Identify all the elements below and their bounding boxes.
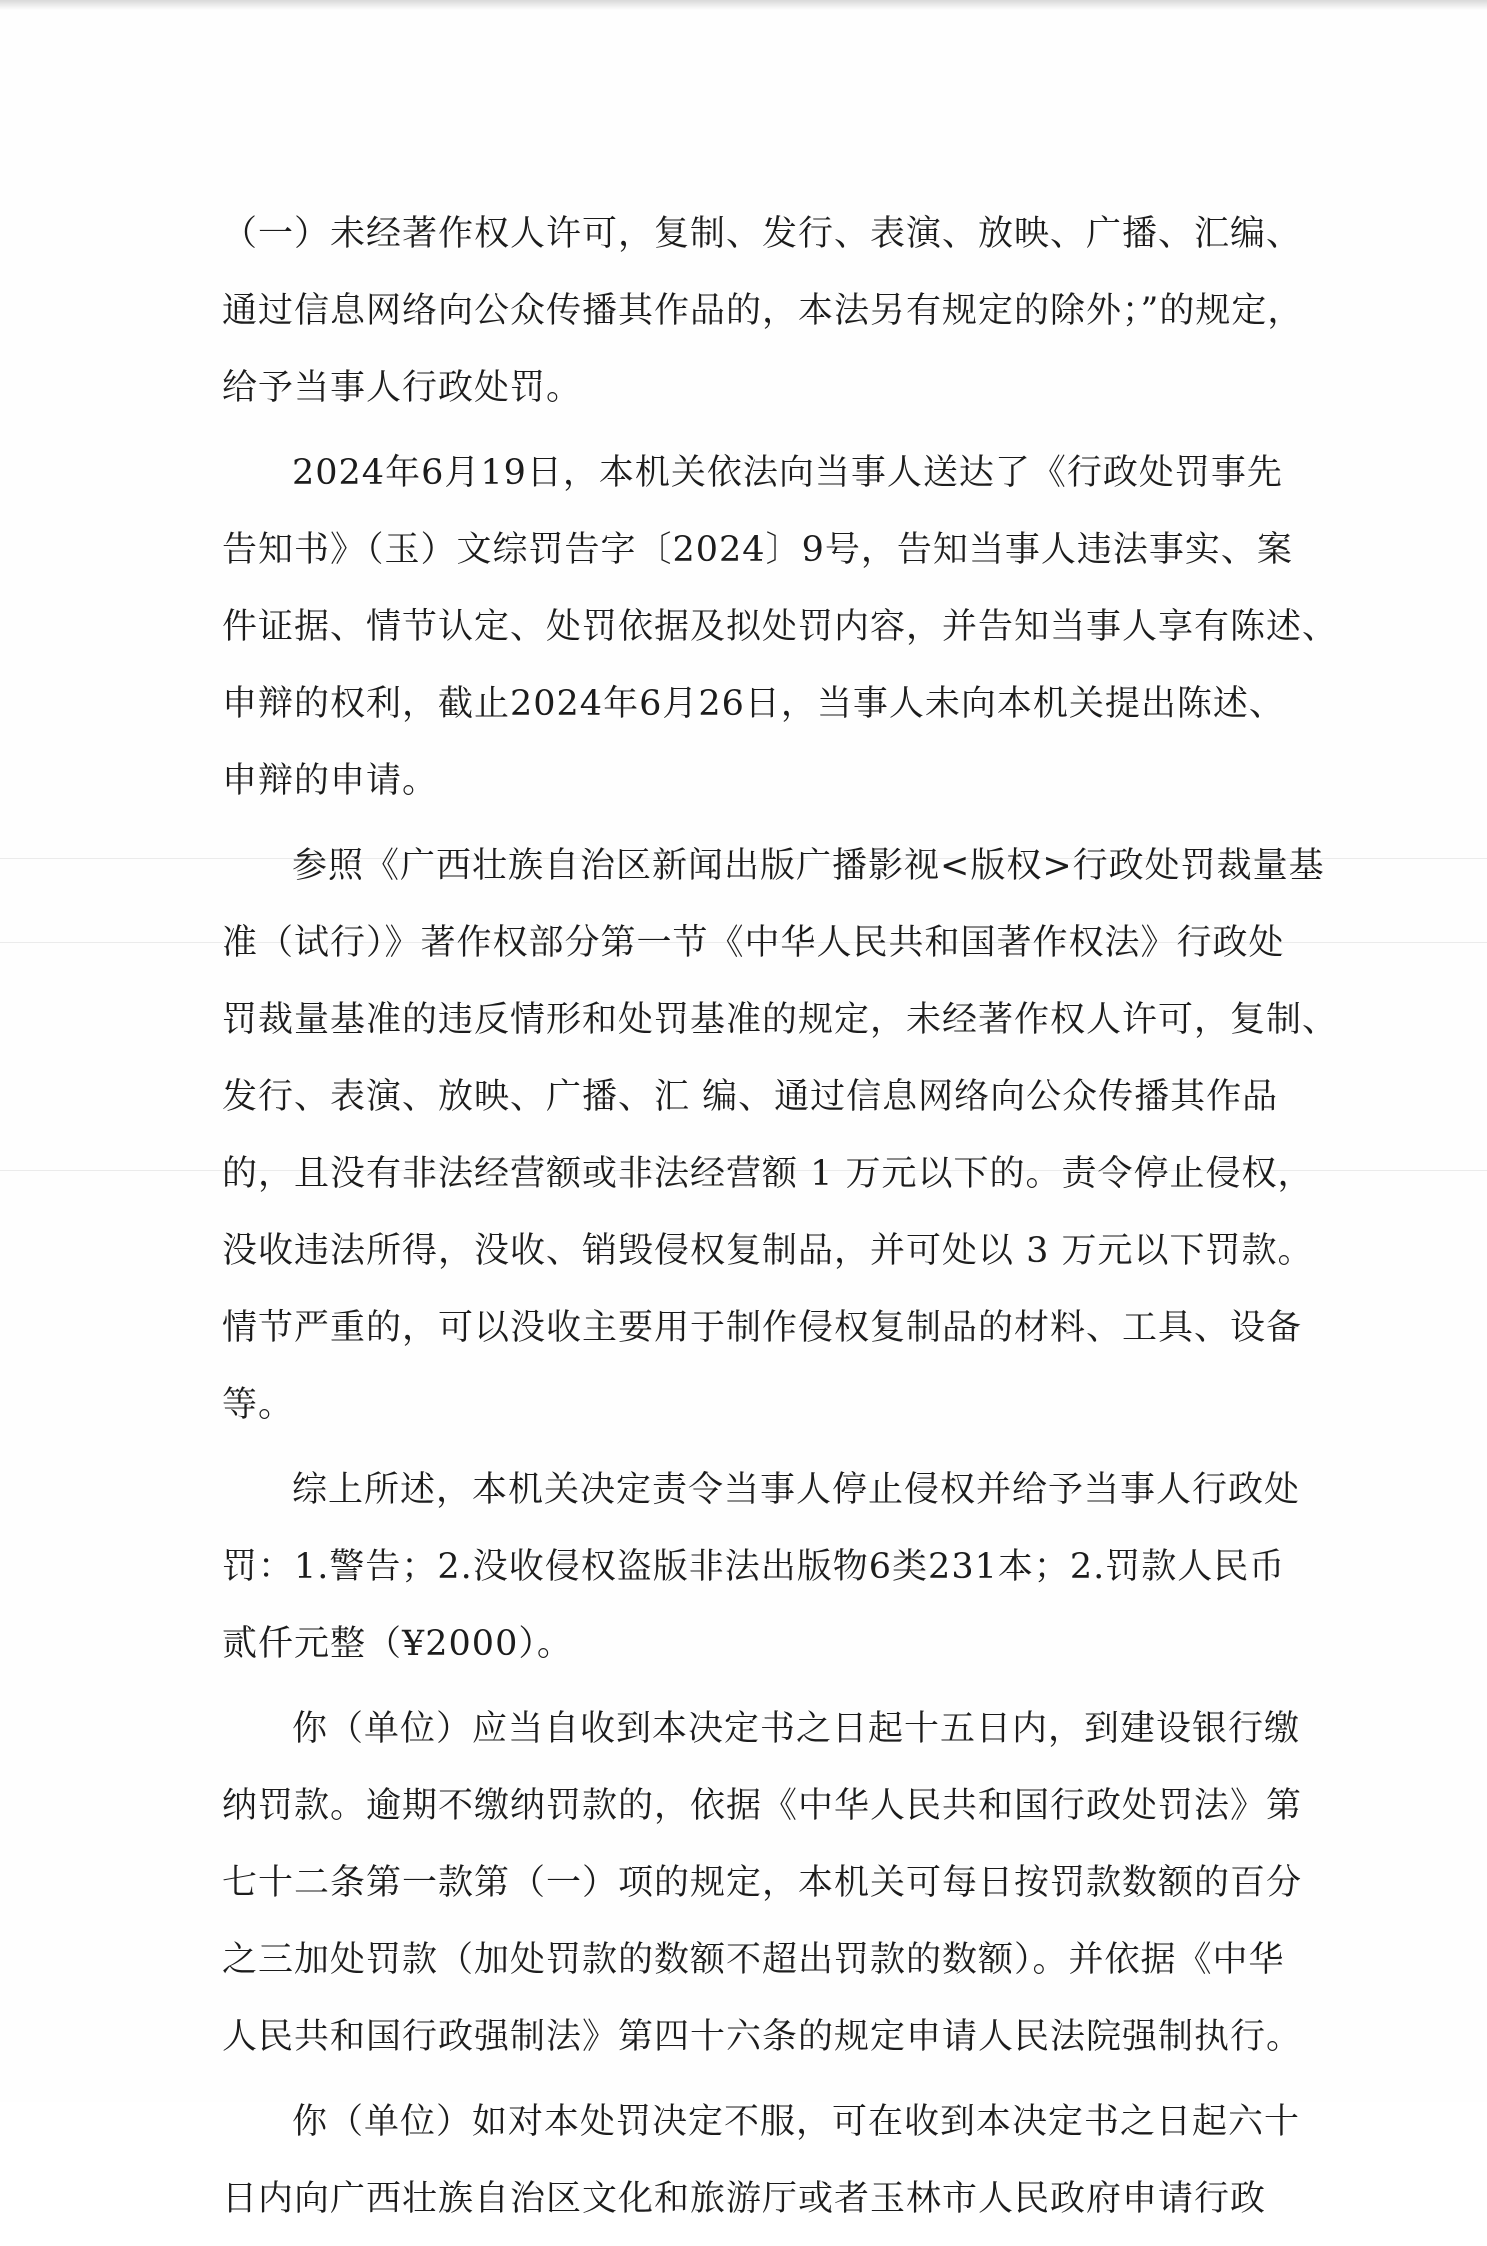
- paragraph-p1: [222, 196, 1304, 427]
- paragraph-p3: [222, 828, 1339, 1444]
- text-line: 罚裁量基准的违反情形和处罚基准的规定，未经著作权人许可，复制、: [222, 1000, 1339, 1040]
- text-line: 日内向广西壮族自治区文化和旅游厅或者玉林市人民政府申请行政: [222, 2179, 1267, 2219]
- text-line: 申辩的申请。: [222, 761, 439, 801]
- text-line: 没收违法所得，没收、销毁侵权复制品，并可处以 3 万元以下罚款。: [222, 1231, 1314, 1271]
- text-line: 等。: [222, 1385, 295, 1425]
- paragraph-p5: [222, 1691, 1303, 2076]
- text-line: 你（单位）应当自收到本决定书之日起十五日内，到建设银行缴: [292, 1709, 1301, 1749]
- paragraph-gap: [222, 2238, 1267, 2246]
- scan-top-edge: [0, 0, 1487, 10]
- text-line: 人民共和国行政强制法》第四十六条的规定申请人民法院强制执行。: [222, 2017, 1303, 2057]
- text-line: 的，且没有非法经营额或非法经营额 1 万元以下的。责令停止侵权，: [222, 1154, 1314, 1194]
- paragraph-gap: [222, 2076, 1267, 2084]
- text-line: 通过信息网络向公众传播其作品的，本法另有规定的除外；”的规定，: [222, 291, 1304, 331]
- text-line: 罚：1.警告；2.没收侵权盗版非法出版物6类231本；2.罚款人民币: [222, 1547, 1286, 1587]
- paragraph-p6: [222, 2084, 1301, 2238]
- paragraph-p4: [222, 1452, 1301, 1683]
- text-line: 你（单位）如对本处罚决定不服，可在收到本决定书之日起六十: [292, 2102, 1301, 2142]
- text-line: 之三加处罚款（加处罚款的数额不超出罚款的数额）。并依据《中华: [222, 1940, 1285, 1980]
- text-line: 给予当事人行政处罚。: [222, 368, 583, 408]
- text-line: 申辩的权利，截止2024年6月26日，当事人未向本机关提出陈述、: [222, 684, 1285, 724]
- text-line: 综上所述，本机关决定责令当事人停止侵权并给予当事人行政处: [292, 1470, 1301, 1510]
- text-line: 发行、表演、放映、广播、汇 编、通过信息网络向公众传播其作品: [222, 1077, 1279, 1117]
- text-line: 准（试行）》著作权部分第一节《中华人民共和国著作权法》行政处: [222, 923, 1285, 963]
- text-line: 纳罚款。逾期不缴纳罚款的，依据《中华人民共和国行政处罚法》第: [222, 1786, 1303, 1826]
- text-line: （一）未经著作权人许可，复制、发行、表演、放映、广播、汇编、: [222, 214, 1303, 254]
- paragraph-gap: [222, 820, 1267, 828]
- paragraph-gap: [222, 427, 1267, 435]
- paragraph-p2: [222, 435, 1339, 820]
- text-line: 件证据、情节认定、处罚依据及拟处罚内容，并告知当事人享有陈述、: [222, 607, 1339, 647]
- text-line: 参照《广西壮族自治区新闻出版广播影视<版权>行政处罚裁量基: [292, 846, 1325, 886]
- document-body: [222, 196, 1339, 2246]
- paragraph-gap: [222, 1444, 1267, 1452]
- text-line: 2024年6月19日，本机关依法向当事人送达了《行政处罚事先: [292, 453, 1283, 493]
- paragraph-gap: [222, 1683, 1267, 1691]
- text-line: 告知书》（玉）文综罚告字〔2024〕9号，告知当事人违法事实、案: [222, 530, 1293, 570]
- text-line: 情节严重的，可以没收主要用于制作侵权复制品的材料、工具、设备: [222, 1308, 1303, 1348]
- text-line: 七十二条第一款第（一）项的规定，本机关可每日按罚款数额的百分: [222, 1863, 1303, 1903]
- text-line: 贰仟元整（¥2000）。: [222, 1624, 573, 1664]
